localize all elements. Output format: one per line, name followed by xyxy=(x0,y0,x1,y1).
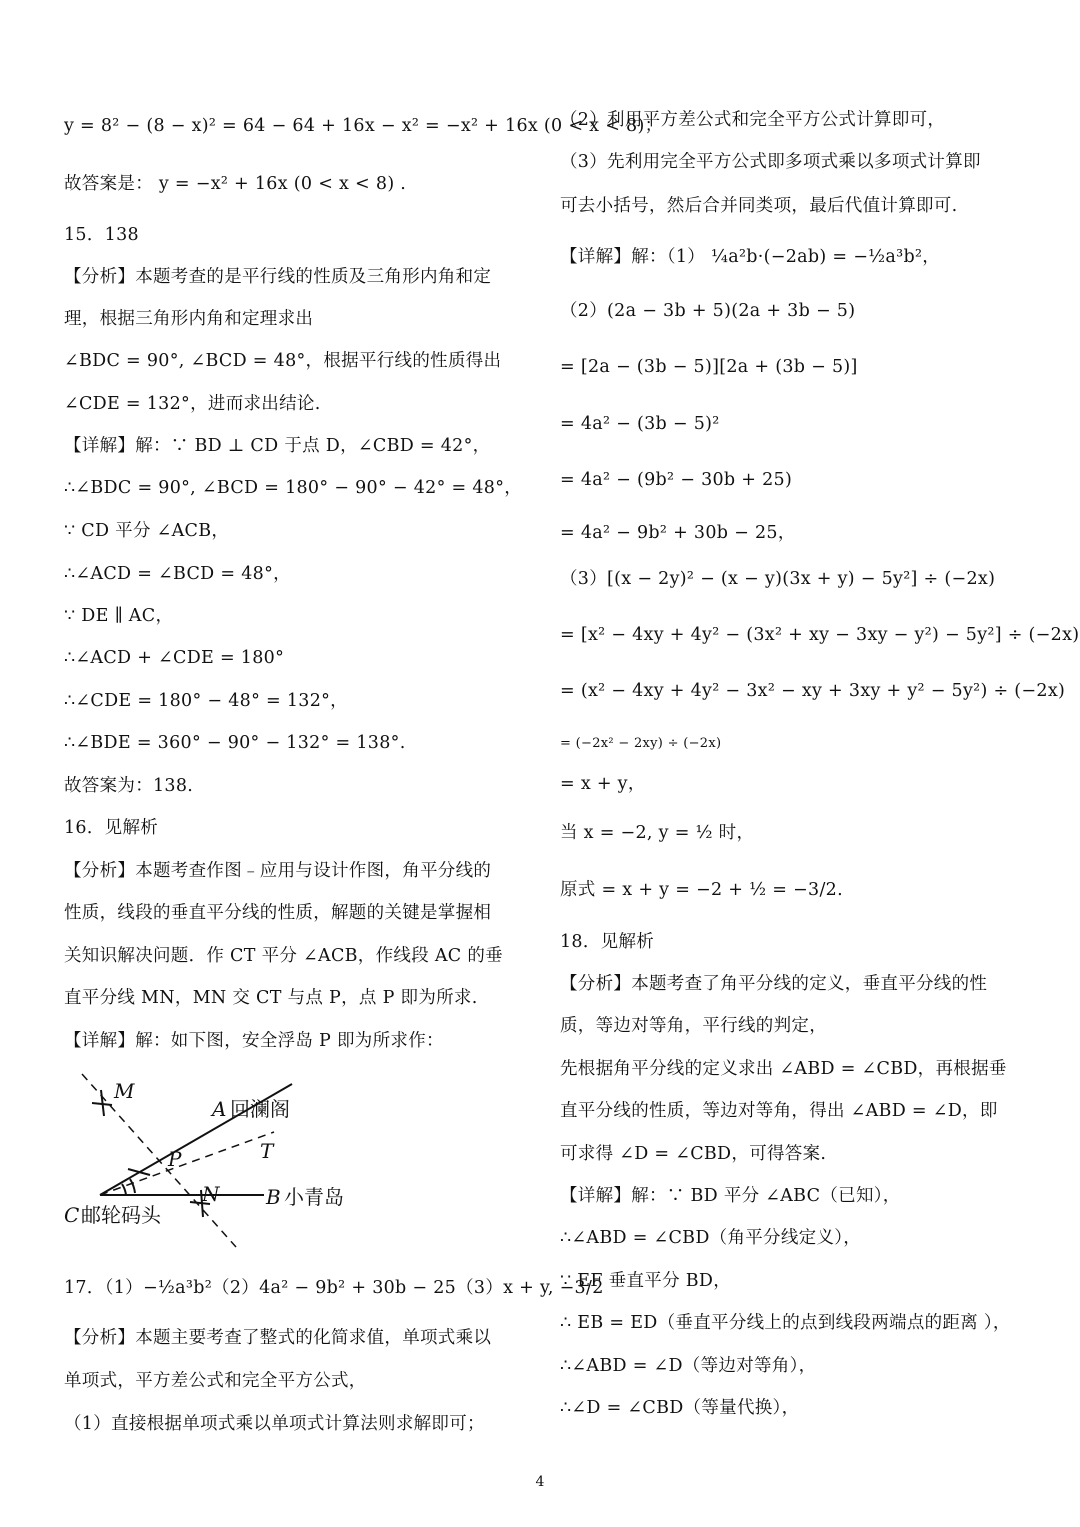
label-p: P xyxy=(168,1147,182,1171)
text-line: ∵ CD 平分 ∠ACB， xyxy=(64,521,230,541)
text-line: ∴∠ABD = ∠D（等边对等角）， xyxy=(560,1356,817,1376)
text-line: 理，根据三角形内角和定理求出 xyxy=(64,309,314,329)
text-line: 可去小括号，然后合并同类项，最后代值计算即可. xyxy=(560,196,958,216)
text-line: = 4a² − (9b² − 30b + 25) xyxy=(560,470,793,490)
arc-mark-p-1 xyxy=(128,1169,150,1175)
question-heading: 16．见解析 xyxy=(64,818,159,838)
question-heading: 15．138 xyxy=(64,225,139,245)
label-m: M xyxy=(114,1079,135,1103)
text-line: ∠BDC = 90°, ∠BCD = 48°，根据平行线的性质得出 xyxy=(64,351,502,371)
text-line: ∵ EF 垂直平分 BD， xyxy=(560,1271,732,1291)
text-line: ∴∠BDC = 90°, ∠BCD = 180° − 90° − 42° = 48°， xyxy=(64,478,523,498)
text-line: ∵ DE ∥ AC， xyxy=(64,606,174,626)
label-c: C xyxy=(64,1203,80,1227)
text-line: = (−2x² − 2xy) ÷ (−2x) xyxy=(560,736,722,751)
text-line: （1）直接根据单项式乘以单项式计算法则求解即可； xyxy=(64,1414,485,1434)
text-line: ∴∠ABD = ∠CBD（角平分线定义）， xyxy=(560,1228,862,1248)
text-line: 当 x = −2, y = ½ 时， xyxy=(560,823,755,843)
label-b-name: 小青岛 xyxy=(284,1185,344,1209)
text-line: = 4a² − (3b − 5)² xyxy=(560,414,720,434)
construction-figure xyxy=(64,1062,384,1252)
text-line: = [2a − (3b − 5)][2a + (3b − 5)] xyxy=(560,357,858,377)
text-line: 故答案为：138. xyxy=(64,776,194,796)
text-line: ∴∠BDE = 360° − 90° − 132° = 138°. xyxy=(64,733,406,753)
text-line: （3）先利用完全平方公式即多项式乘以多项式计算即 xyxy=(560,152,981,172)
text-line: 【分析】本题考查的是平行线的性质及三角形内角和定 xyxy=(64,267,492,287)
text-line: 先根据角平分线的定义求出 ∠ABD = ∠CBD，再根据垂 xyxy=(560,1059,1007,1079)
label-b: B xyxy=(266,1185,281,1209)
text-line: 直平分线 MN，MN 交 CT 与点 P，点 P 即为所求. xyxy=(64,988,478,1008)
text-line: ∠CDE = 132°，进而求出结论. xyxy=(64,394,321,414)
page-number: 4 xyxy=(535,1474,545,1490)
text-line: = [x² − 4xy + 4y² − (3x² + xy − 3xy − y²) − 5y²] ÷ (−2x) xyxy=(560,625,1080,645)
text-line: ∴ EB = ED（垂直平分线上的点到线段两端点的距离 ）， xyxy=(560,1313,1011,1333)
text-line: 质，等边对等角，平行线的判定， xyxy=(560,1016,827,1036)
text-line: y = 8² − (8 − x)² = 64 − 64 + 16x − x² = −x² + 16x (0 < x < 8)； xyxy=(64,116,663,136)
text-line: = 4a² − 9b² + 30b − 25， xyxy=(560,523,796,543)
text-line: 【分析】本题考查作图﹣应用与设计作图，角平分线的 xyxy=(64,861,492,881)
text-line: 【分析】本题考查了角平分线的定义，垂直平分线的性 xyxy=(560,974,988,994)
label-c-name: 邮轮码头 xyxy=(81,1203,161,1227)
text-line: 【分析】本题主要考查了整式的化简求值，单项式乘以 xyxy=(64,1328,492,1348)
text-line: 【详解】解：如下图，安全浮岛 P 即为所求作： xyxy=(64,1031,444,1051)
text-line: ∴∠CDE = 180° − 48° = 132°， xyxy=(64,691,348,711)
label-t: T xyxy=(260,1139,274,1163)
text-line: （3）[(x − 2y)² − (x − y)(3x + y) − 5y²] ÷ (−2x) xyxy=(560,569,996,589)
text-line: ∴∠ACD = ∠BCD = 48°， xyxy=(64,564,291,584)
text-line: = x + y， xyxy=(560,774,646,794)
text-line: 直平分线的性质，等边对等角，得出 ∠ABD = ∠D，即 xyxy=(560,1101,998,1121)
arc-c-large xyxy=(130,1179,135,1193)
text-line: 【详解】解：∵ BD ⊥ CD 于点 D，∠CBD = 42°， xyxy=(64,436,491,456)
text-line: 【详解】解：∵ BD 平分 ∠ABC（已知）， xyxy=(560,1186,901,1206)
text-line: 单项式，平方差公式和完全平方公式， xyxy=(64,1371,367,1391)
text-line: 【详解】解：（1） ¼a²b·(−2ab) = −½a³b²， xyxy=(560,247,941,267)
arc-c-small xyxy=(122,1184,126,1195)
label-n: N xyxy=(202,1182,220,1206)
text-line: 关知识解决问题．作 CT 平分 ∠ACB，作线段 AC 的垂 xyxy=(64,946,503,966)
label-a-name: 回澜阁 xyxy=(230,1097,290,1121)
question-heading: 18．见解析 xyxy=(560,932,655,952)
text-line: 可求得 ∠D = ∠CBD，可得答案. xyxy=(560,1144,827,1164)
text-line: ∴∠D = ∠CBD（等量代换）， xyxy=(560,1398,800,1418)
text-line: 故答案是： y = −x² + 16x (0 < x < 8) . xyxy=(64,174,407,194)
question-heading: 17．（1）−½a³b²（2）4a² − 9b² + 30b − 25（3）x + y, −3/2 xyxy=(64,1278,604,1298)
text-line: 性质，线段的垂直平分线的性质，解题的关键是掌握相 xyxy=(64,903,492,923)
text-line: 原式 = x + y = −2 + ½ = −3/2. xyxy=(560,880,843,900)
text-line: ∴∠ACD + ∠CDE = 180° xyxy=(64,648,285,668)
label-a: A xyxy=(212,1097,227,1121)
text-line: （2）(2a − 3b + 5)(2a + 3b − 5) xyxy=(560,301,856,321)
text-line: = (x² − 4xy + 4y² − 3x² − xy + 3xy + y² − 5y²) ÷ (−2x) xyxy=(560,681,1066,701)
bisector-ct xyxy=(100,1132,274,1195)
text-line: （2）利用平方差公式和完全平方公式计算即可， xyxy=(560,110,946,130)
